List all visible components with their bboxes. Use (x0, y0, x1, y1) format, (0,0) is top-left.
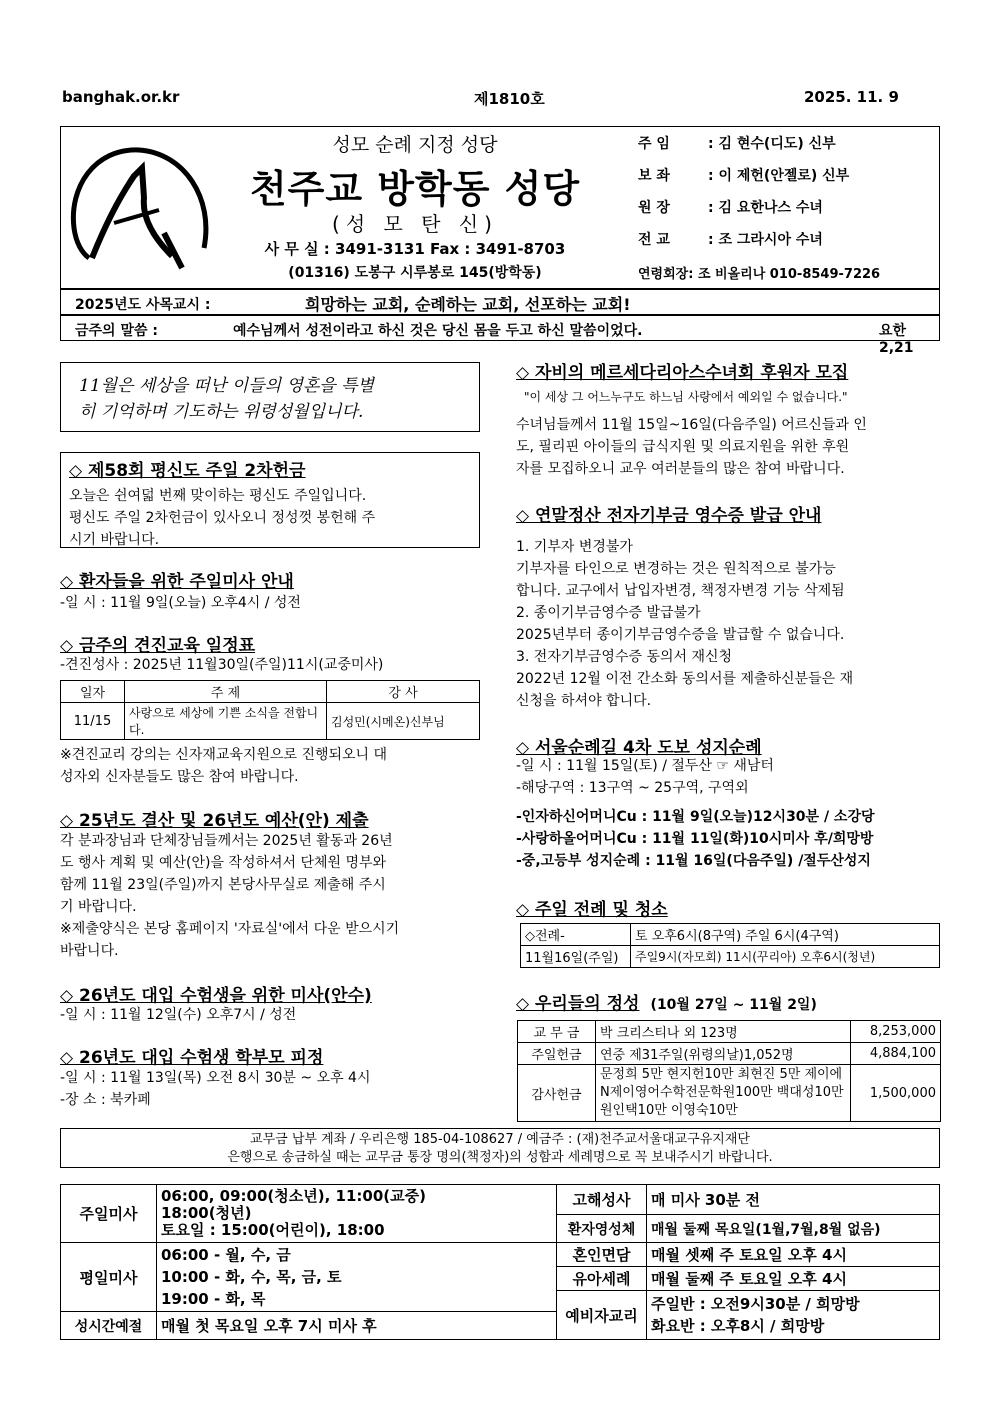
account-line: 은행으로 송금하실 때는 교무금 통장 명의(책정자)의 성함과 세례명으로 꼭 보내주시기 바랍니다. (227, 1150, 773, 1165)
word-text: 예수님께서 성전이라고 하신 것은 당신 몸을 두고 하신 말씀이었다. (233, 323, 643, 339)
office-phone: 사 무 실 : 3491-3131 Fax : 3491-8703 (264, 240, 566, 258)
table-cell: 주일9시(자모회) 11시(꾸리아) 오후6시(청년) (631, 946, 940, 968)
table-cell: 11/15 (61, 703, 125, 740)
liturgy-table (520, 923, 940, 968)
pastoral-motto (60, 289, 940, 315)
church-address: (01316) 도봉구 시루봉로 145(방학동) (288, 265, 542, 281)
section-line: -중,고등부 성지순례 : 11월 16일(다음주일) /절두산성지 (516, 853, 871, 869)
offering-heading (516, 989, 817, 1014)
section-line: 수녀님들께서 11월 15일~16일(다음주일) 어르신들과 인 (516, 417, 867, 433)
schedule-label: 주일미사 (61, 1185, 157, 1243)
section-title: ◇ 25년도 결산 및 26년도 예산(안) 제출 (60, 811, 369, 831)
section-title: ◇ 연말정산 전자기부금 영수증 발급 안내 (516, 506, 822, 526)
section-title: ◇ 제58회 평신도 주일 2차헌금 (69, 461, 306, 481)
schedule-line: 주일반 : 오전9시30분 / 희망방 (651, 1295, 860, 1313)
section-line: 기부자를 타인으로 변경하는 것은 원칙적으로 불가능 (516, 561, 836, 577)
section-title: ◇ 서울순례길 4차 도보 성지순례 (516, 738, 762, 758)
confirmation-table (60, 680, 480, 740)
section-title: ◇ 26년도 대입 수험생을 위한 미사(안수) (60, 986, 372, 1006)
section-line: 바랍니다. (60, 943, 119, 959)
section-line: -사랑하올어머니Cu : 11월 11일(화)10시미사 후/희망방 (516, 831, 874, 847)
schedule-label: 평일미사 (61, 1243, 157, 1312)
section-body (516, 536, 941, 712)
weekly-word (60, 315, 940, 356)
table-cell: 김성민(시메온)신부님 (327, 703, 480, 740)
table-cell: 박 크리스티나 외 123명 (596, 1021, 851, 1043)
schedule-label: 유아세례 (557, 1267, 647, 1291)
table-cell: 교 무 금 (518, 1021, 596, 1043)
section-line: -일 시 : 11월 15일(토) / 절두산 ☞ 새남터 (516, 758, 774, 774)
table-cell: 연중 제31주일(위령의날)1,052명 (596, 1043, 851, 1065)
schedule-value (157, 1185, 557, 1243)
church-patron: (성 모 탄 신) (332, 212, 498, 236)
section-line: 도 행사 계획 및 예산(안)을 작성하셔서 단체원 명부와 (60, 855, 387, 871)
table-cell: ◇전례- (521, 924, 631, 946)
section-line: -인자하신어머니Cu : 11월 9일(오늘)12시30분 / 소강당 (516, 809, 875, 825)
section-title: ◇ 우리들의 정성 (516, 994, 640, 1014)
section-line: 2025년부터 종이기부금영수증을 발급할 수 없습니다. (516, 627, 845, 643)
issue-date: 2025. 11. 9 (804, 88, 899, 106)
schedule-label: 혼인면담 (557, 1243, 647, 1267)
word-ref: 요한 2,21 (879, 323, 914, 356)
table-cell: 문정희 5만 현지헌10만 최현진 5만 제이에N제이영어수학전문학원100만 백대성10만 원인택10만 이영숙10만 (596, 1065, 851, 1122)
schedule-label: 성시간예절 (61, 1312, 157, 1340)
section-body (516, 414, 941, 480)
schedule-label: 예비자교리 (557, 1291, 647, 1340)
table-cell: 사랑으로 세상에 기쁜 소식을 전합니다. (125, 703, 327, 740)
section-line: 평신도 주일 2차헌금이 있사오니 정성껏 봉헌해 주 (69, 510, 376, 526)
section-line: 3. 전자기부금영수증 동의서 재신청 (516, 649, 733, 665)
section-line: 함께 11월 23일(주일)까지 본당사무실로 제출해 주시 (60, 877, 386, 893)
website-url: banghak.or.kr (62, 88, 180, 106)
section-line: 합니다. 교구에서 납입자변경, 책정자변경 기능 삭제됨 (516, 583, 845, 599)
schedule-line: 토요일 : 15:00(어린이), 18:00 (161, 1221, 385, 1239)
schedule-line: 10:00 - 화, 수, 목, 금, 토 (161, 1268, 342, 1286)
schedule-line: 화요반 : 오후8시 / 희망방 (651, 1317, 825, 1335)
issue-number: 제1810호 (474, 90, 545, 108)
intro-line: 히 기억하며 기도하는 위령성월입니다. (79, 402, 364, 422)
mass-schedule-table (60, 1184, 940, 1340)
section-line: 도, 필리핀 아이들의 급식지원 및 의료지원을 위한 후원 (516, 439, 850, 455)
church-name: 천주교 방학동 성당 (249, 167, 581, 211)
table-cell: 주일헌금 (518, 1043, 596, 1065)
section-title: ◇ 환자들을 위한 주일미사 안내 (60, 572, 294, 592)
section-line: 자를 모집하오니 교우 여러분들의 많은 참여 바랍니다. (516, 461, 845, 477)
word-label: 금주의 말씀 : (75, 323, 158, 339)
section-line: 시기 바랍니다. (69, 532, 160, 548)
table-header: 주 제 (125, 681, 327, 703)
section-body (60, 830, 485, 962)
schedule-value: 매 미사 30분 전 (647, 1185, 940, 1215)
account-box (60, 1128, 940, 1168)
table-cell: 11월16일(주일) (521, 946, 631, 968)
section-line: 오늘은 쉰여덟 번째 맞이하는 평신도 주일입니다. (69, 488, 367, 504)
offering-period: (10월 27일 ~ 11월 2일) (650, 997, 817, 1013)
schedule-line: 06:00, 09:00(청소년), 11:00(교중) (161, 1187, 426, 1205)
schedule-value (157, 1243, 557, 1312)
staff-row: 전 교 : 조 그라시아 수녀 (638, 232, 823, 248)
staff-row: 연령회장: 조 비올리나 010-8549-7226 (638, 267, 881, 282)
section-line: -견진성사 : 2025년 11월30일(주일)11시(교중미사) (60, 657, 384, 673)
section-line: 2022년 12월 이전 간소화 동의서를 제출하신분들은 재 (516, 671, 854, 687)
motto-text: 희망하는 교회, 순례하는 교회, 선포하는 교회! (305, 295, 631, 314)
laity-sunday-box (60, 452, 480, 548)
intro-line: 11월은 세상을 떠난 이들의 영혼을 특별 (79, 376, 374, 396)
section-line: ※제출양식은 본당 홈페이지 '자료실'에서 다운 받으시기 (60, 921, 400, 937)
motto-label: 2025년도 사목교시 : (75, 297, 211, 313)
table-header: 강 사 (327, 681, 480, 703)
section-body (516, 755, 941, 799)
section-line: 기 바랍니다. (60, 899, 137, 915)
table-cell: 1,500,000 (851, 1065, 941, 1122)
section-line: -장 소 : 북카페 (60, 1092, 151, 1108)
section-line: -일 시 : 11월 9일(오늘) 오후4시 / 성전 (60, 595, 301, 611)
schedule-line: 19:00 - 화, 목 (161, 1290, 266, 1308)
table-cell: 토 오후6시(8구역) 주일 6시(4구역) (631, 924, 940, 946)
church-subtitle: 성모 순례 지정 성당 (332, 134, 498, 156)
schedule-value: 매월 셋째 주 토요일 오후 4시 (647, 1243, 940, 1267)
section-title: ◇ 26년도 대입 수험생 학부모 피정 (60, 1048, 324, 1068)
section-line: ※견진교리 강의는 신자재교육지원으로 진행되오니 대 (60, 747, 388, 763)
schedule-line: 06:00 - 월, 수, 금 (161, 1246, 291, 1264)
section-line: 2. 종이기부금영수증 발급불가 (516, 605, 701, 621)
schedule-value: 매월 둘째 목요일(1월,7월,8월 없음) (647, 1215, 940, 1243)
section-line: -일 시 : 11월 13일(목) 오전 8시 30분 ~ 오후 4시 (60, 1070, 371, 1086)
schedule-value (647, 1291, 940, 1340)
staff-row: 주 임 : 김 현수(디도) 신부 (638, 136, 836, 152)
offering-table (517, 1020, 941, 1122)
section-line: 각 분과장님과 단체장님들께서는 2025년 활동과 26년 (60, 833, 393, 849)
schedule-label: 환자영성체 (557, 1215, 647, 1243)
section-title: ◇ 자비의 메르세다리아스수녀회 후원자 모집 (516, 363, 849, 383)
table-header: 일자 (61, 681, 125, 703)
section-line: 신청을 하셔야 합니다. (516, 693, 652, 709)
table-cell: 4,884,100 (851, 1043, 941, 1065)
section-quote: "이 세상 그 어느누구도 하느님 사랑에서 예외일 수 없습니다." (524, 390, 848, 404)
section-line: 1. 기부자 변경불가 (516, 539, 633, 555)
staff-row: 원 장 : 김 요한나스 수녀 (638, 200, 823, 216)
intro-box (60, 362, 480, 432)
schedule-label: 고해성사 (557, 1185, 647, 1215)
section-line: -해당구역 : 13구역 ~ 25구역, 구역외 (516, 780, 749, 796)
section-line: 성자외 신자분들도 많은 참여 바랍니다. (60, 769, 299, 785)
schedule-value: 매월 첫 목요일 오후 7시 미사 후 (157, 1312, 557, 1340)
schedule-value: 매월 둘째 주 토요일 오후 4시 (647, 1267, 940, 1291)
section-title: ◇ 금주의 견진교육 일정표 (60, 636, 256, 656)
section-title: ◇ 주일 전례 및 청소 (516, 900, 668, 920)
staff-row: 보 좌 : 이 제헌(안젤로) 신부 (638, 168, 850, 184)
section-line: -일 시 : 11월 12일(수) 오후7시 / 성전 (60, 1007, 297, 1023)
schedule-line: 18:00(청년) (161, 1204, 252, 1222)
table-cell: 8,253,000 (851, 1021, 941, 1043)
account-line: 교무금 납부 계좌 / 우리은행 185-04-108627 / 예금주 : (재)천주교서울대교구유지재단 (250, 1132, 750, 1147)
section-body (516, 806, 941, 872)
church-logo-icon (64, 138, 214, 278)
table-cell: 감사헌금 (518, 1065, 596, 1122)
